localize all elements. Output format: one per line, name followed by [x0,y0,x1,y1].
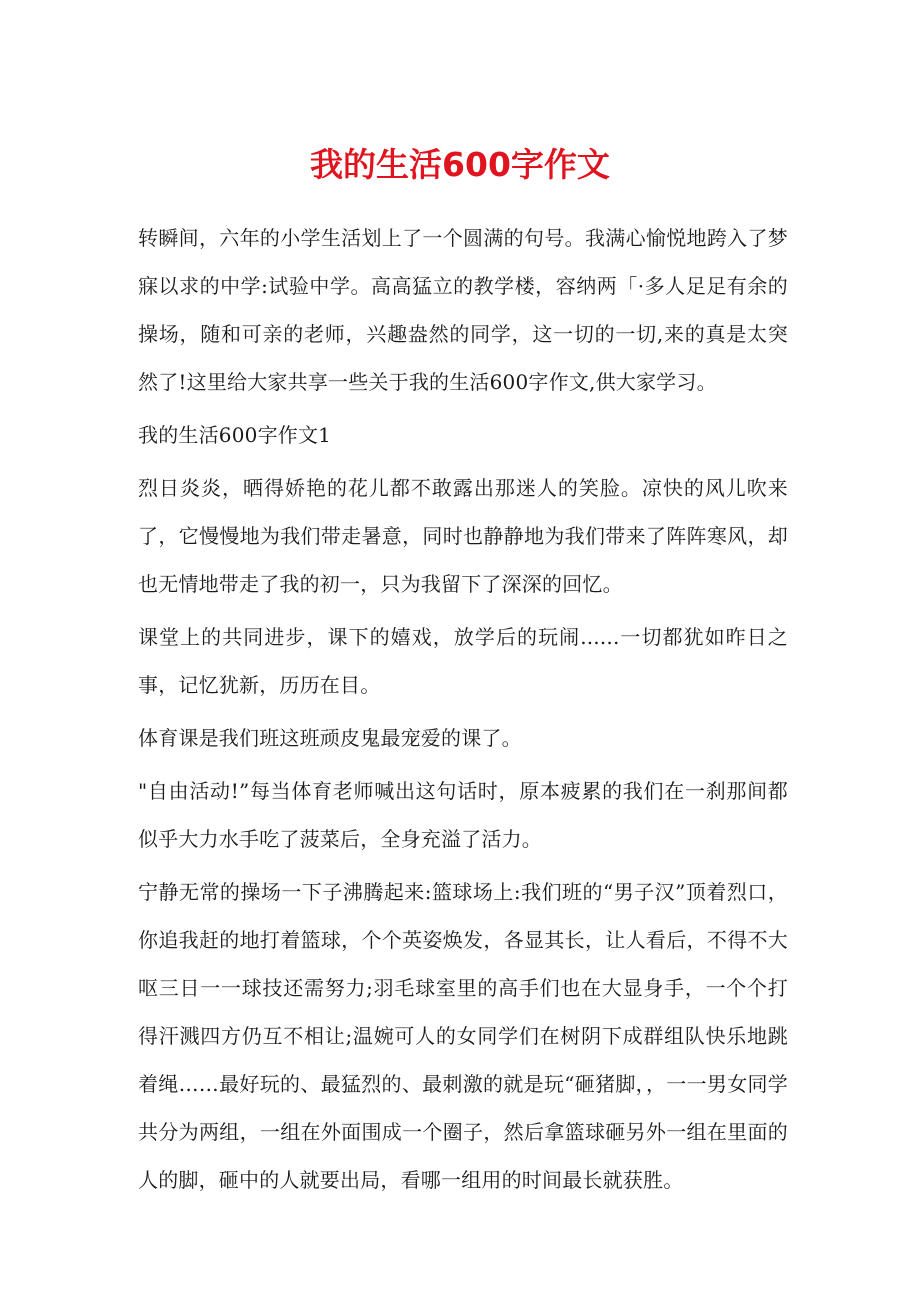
paragraph-intro: 转瞬间，六年的小学生活划上了一个圆满的句号。我满心愉悦地跨入了梦寐以求的中学:试验中学。高高猛立的教学楼，容纳两「·多人足足有余的操场，随和可亲的老师，兴趣盎然的同学，这一切的一切,来的真是太突然了!这里给大家共享一些关于我的生活600字作文,供大家学习。 [138,226,788,394]
paragraph: 课堂上的共同进步，课下的嬉戏，放学后的玩闹......一切都犹如昨日之事，记忆犹新，历历在目。 [138,625,788,697]
section-heading: 我的生活600字作文1 [138,423,332,447]
paragraph: 宁静无常的操场一下子沸腾起来:篮球场上:我们班的“男子汉”顶着烈口，你追我赶的地打着篮球，个个英姿焕发，各显其长，让人看后，不得不大呕三日一一球技还需努力;羽毛球室里的高手们也在大显身手，一个个打得汗溅四方仍互不相让;温婉可人的女同学们在树阴下成群组队快乐地跳着绳……最好玩的、最猛烈的、最刺激的就是玩“砸猪脚，，一一男女同学共分为两组，一组在外面围成一个圈子，然后拿篮球砸另外一组在里面的人的脚，砸中的人就要出局，看哪一组用的时间最长就获胜。 [138,880,788,1192]
paragraph: 烈日炎炎，晒得娇艳的花儿都不敢露出那迷人的笑脸。凉快的风儿吹来了，它慢慢地为我们带走暑意，同时也静静地为我们带来了阵阵寒风，却也无情地带走了我的初一，只为我留下了深深的回忆。 [138,476,788,596]
document-body [138,214,788,1209]
paragraph: 体育课是我们班这班顽皮鬼最宠爱的课了。 [138,726,522,750]
paragraph: "自由活动!”每当体育老师喊出这句话时，原本疲累的我们在一刹那间都似乎大力水手吃了菠菜后，全身充溢了活力。 [138,779,788,851]
document-title: 我的生活600字作文 [310,145,610,184]
